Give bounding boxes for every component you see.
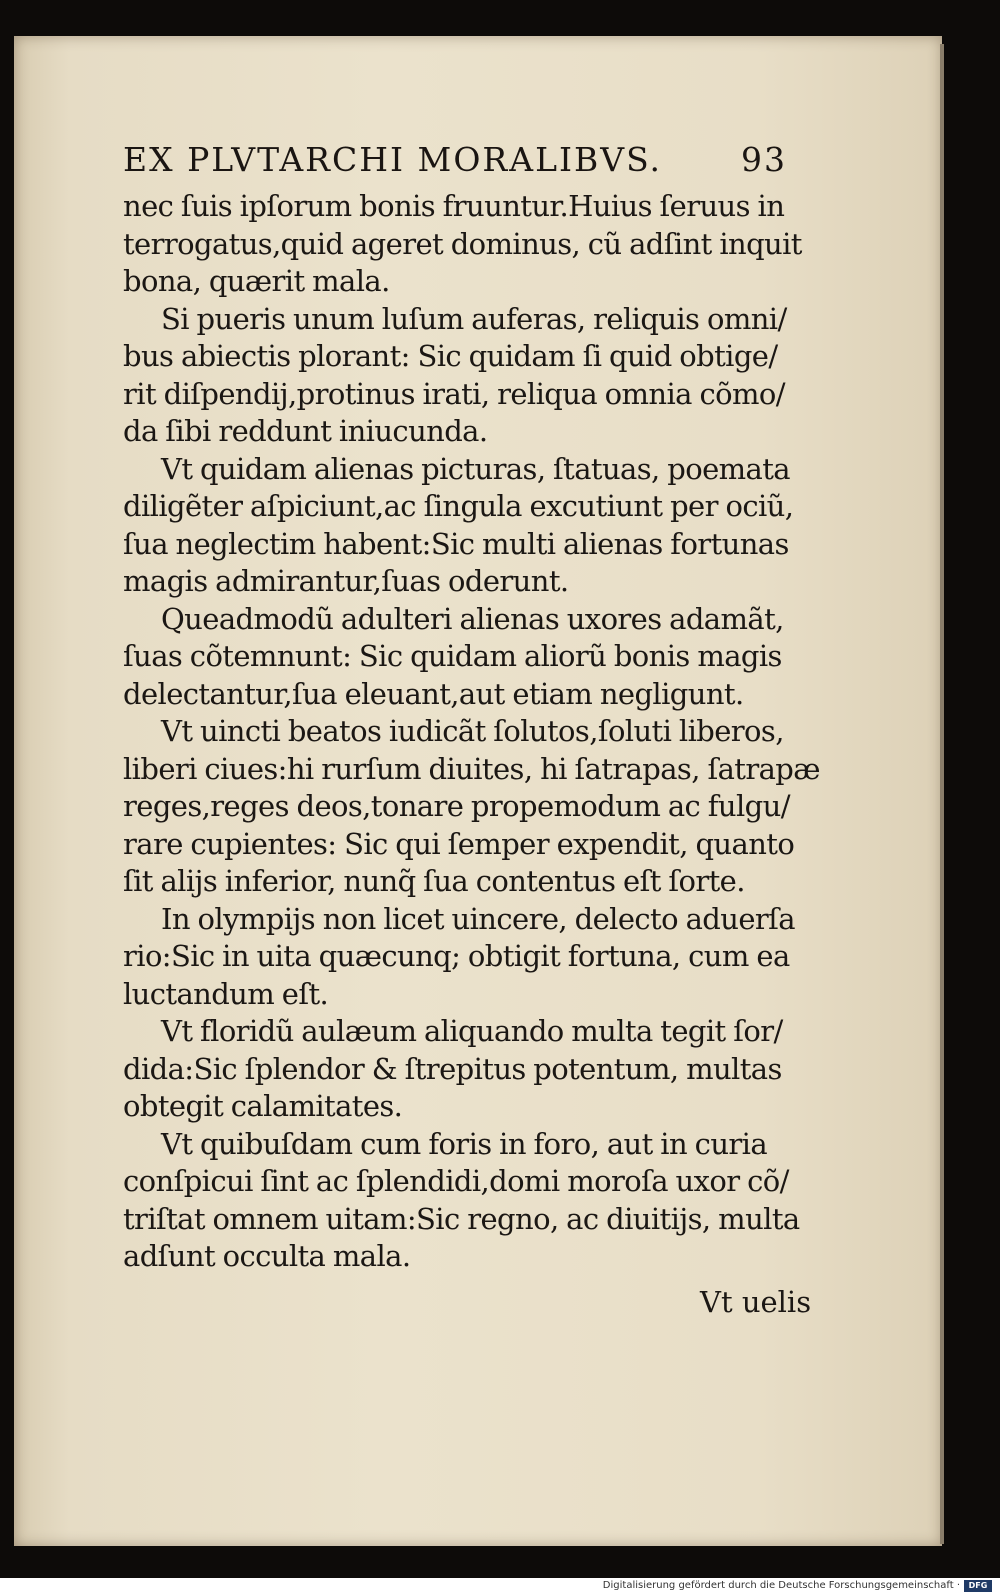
text-line: dida:Sic ſplendor & ſtrepitus potentum, multas [123, 1051, 782, 1086]
text-line: triſtat omnem uitam:Sic regno, ac diuitijs, multa [123, 1201, 800, 1236]
digitization-footer [0, 1578, 1000, 1594]
dfg-logo: DFG [964, 1580, 992, 1592]
text-line: liberi ciues:hi rurſum diuites, hi ſatrapas, ſatrapæ [123, 751, 820, 786]
paragraph-start-line: Vt quidam alienas picturas, ſtatuas, poemata [161, 451, 790, 486]
paragraph-start-line: Si pueris unum luſum auferas, reliquis omni/ [161, 301, 787, 336]
text-line: ſuas cõtemnunt: Sic quidam aliorũ bonis magis [123, 639, 782, 673]
text-line: ſua neglectim habent:Sic multi alienas fortunas [123, 526, 789, 561]
text-line: delectantur,ſua eleuant,aut etiam negligunt. [123, 676, 744, 711]
paragraph-start-line: Vt floridũ aulæum aliquando multa tegit ſor/ [161, 1014, 783, 1048]
text-line: terrogatus,quid ageret dominus, cũ adſint inquit [123, 226, 802, 261]
paragraph-start-line: Queadmodũ adulteri alienas uxores adamãt, [161, 601, 784, 636]
text-line: bus abiectis plorant: Sic quidam ſi quid obtige/ [123, 339, 778, 373]
paragraph-start-line: Vt uincti beatos iudicãt ſolutos,ſoluti liberos, [161, 714, 784, 748]
text-line: reges,reges deos,tonare propemodum ac fulgu/ [123, 789, 790, 823]
text-line: magis admirantur,ſuas oderunt. [123, 564, 569, 598]
text-line: ſit alijs inferior, nunq̃ ſua contentus eſt ſorte. [123, 864, 745, 898]
text-line: bona, quærit mala. [123, 264, 390, 298]
text-line: rit diſpendij,protinus irati, reliqua omnia cõmo/ [123, 376, 785, 411]
text-line: conſpicui ſint ac ſplendidi,domi moroſa uxor cõ/ [123, 1164, 789, 1198]
text-line: rio:Sic in uita quæcunq; obtigit fortuna, cum ea [123, 939, 790, 973]
body-text [123, 188, 823, 1276]
text-line: nec ſuis ipſorum bonis fruuntur.Huius ſeruus in [123, 189, 785, 223]
running-header [123, 140, 803, 180]
text-line: rare cupientes: Sic qui ſemper expendit, quanto [123, 826, 795, 861]
catchword: Vt uelis [700, 1285, 812, 1319]
funding-credit: Digitalisierung gefördert durch die Deutsche Forschungsgemeinschaft · [602, 1580, 960, 1591]
text-line: diligẽter aſpiciunt,ac ſingula excutiunt per ociũ, [123, 489, 794, 523]
text-line: adſunt occulta mala. [123, 1239, 411, 1273]
text-line: da ſibi reddunt iniucunda. [123, 414, 488, 448]
text-line: luctandum eſt. [123, 976, 329, 1011]
paragraph-start-line: In olympijs non licet uincere, delecto aduerſa [161, 901, 795, 936]
page-number: 93 [741, 140, 787, 179]
paragraph-start-line: Vt quibuſdam cum foris in foro, aut in curia [161, 1126, 768, 1161]
page-edge [940, 44, 944, 1544]
running-title: EX PLVTARCHI MORALIBVS. [123, 140, 663, 179]
text-line: obtegit calamitates. [123, 1089, 403, 1123]
